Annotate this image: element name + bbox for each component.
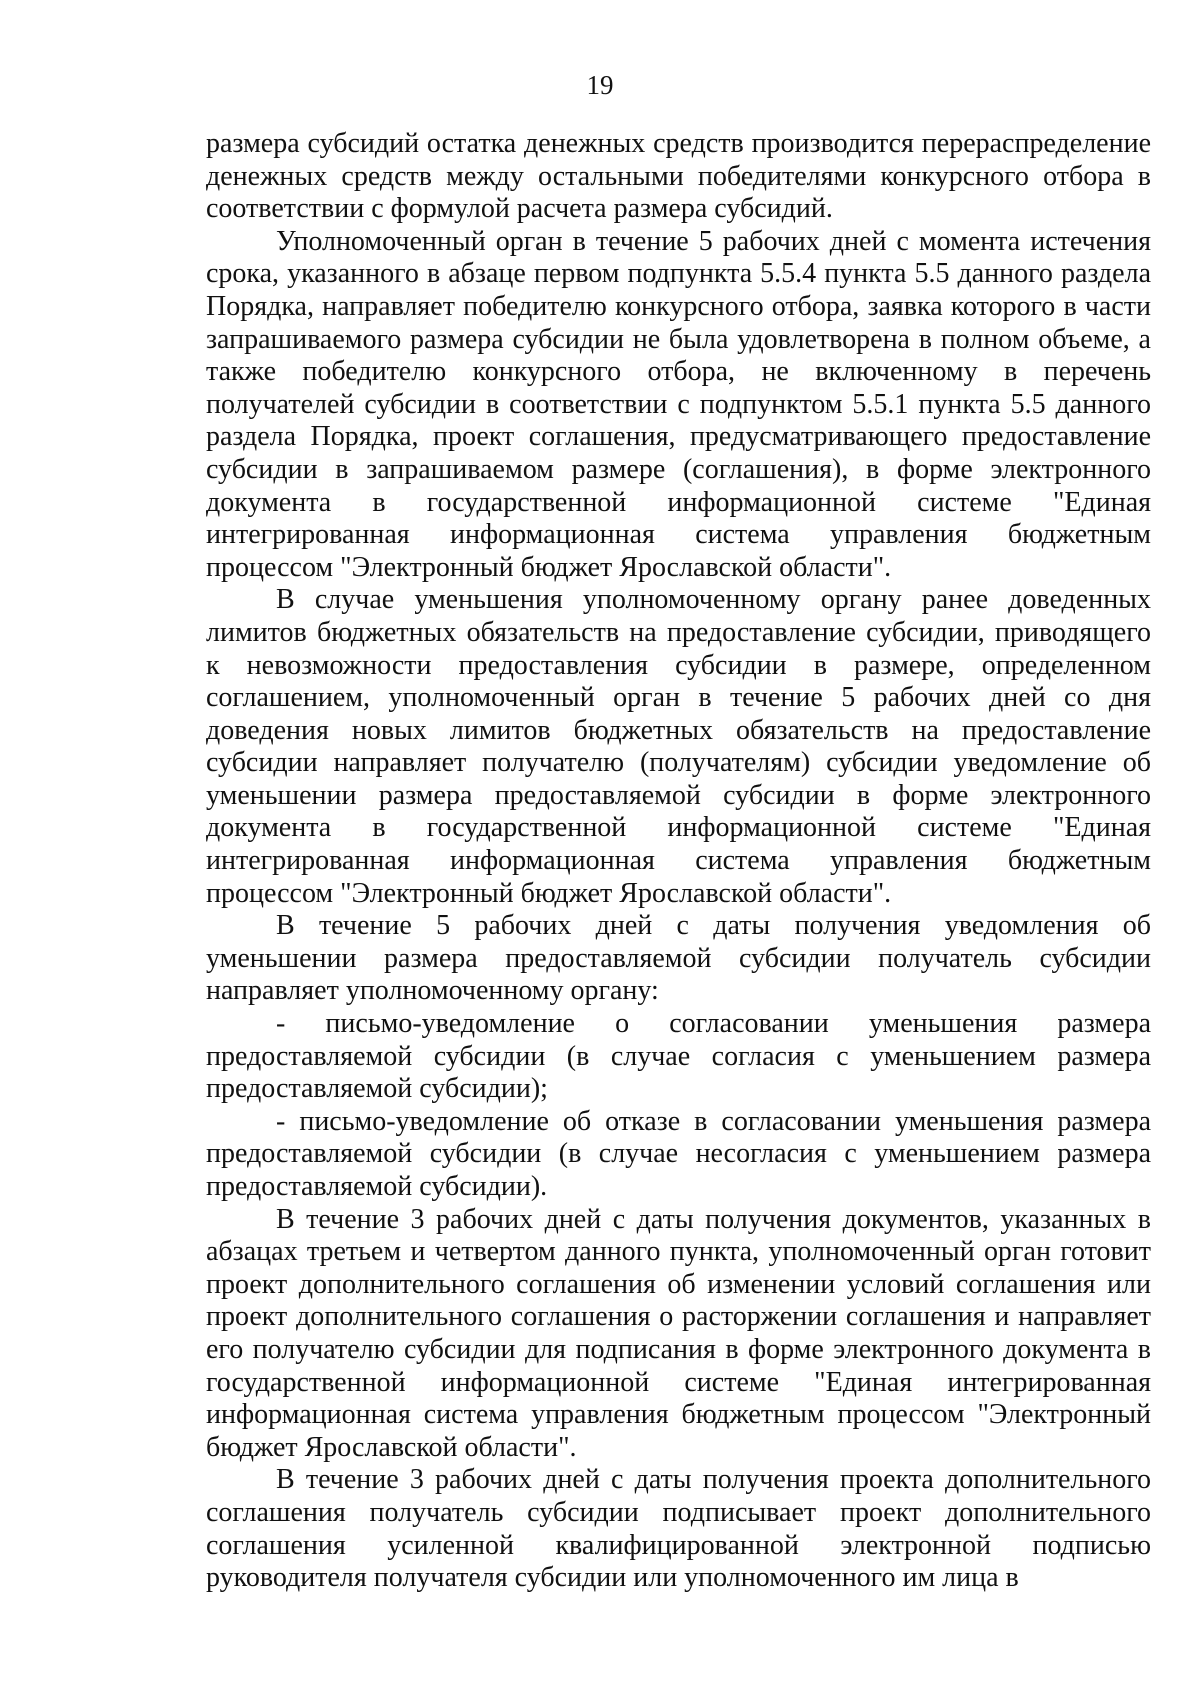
document-body bbox=[206, 128, 1151, 1595]
paragraph-additional-agreement-signing: В течение 3 рабочих дней с даты получения проекта дополнительного соглашения получатель субсидии подписывает проект дополнительного соглашения усиленной квалифицированной электронной подписью руководителя получателя субсидии или уполномоченного им лица в bbox=[206, 1464, 1151, 1594]
paragraph-additional-agreement-draft: В течение 3 рабочих дней с даты получения документов, указанных в абзацах третьем и четвертом данного пункта, уполномоченный орган готовит проект дополнительного соглашения об изменении условий соглашения или проект дополнительного соглашения о расторжении соглашения и направляет его получателю субсидии для подписания в форме электронного документа в государственной информационной системе "Единая интегрированная информационная система управления бюджетным процессом "Электронный бюджет Ярославской области". bbox=[206, 1203, 1151, 1463]
page-number: 19 bbox=[586, 70, 614, 100]
paragraph-recipient-response: В течение 5 рабочих дней с даты получения уведомления об уменьшении размера предоставляемой субсидии получатель субсидии направляет уполномоченному органу: bbox=[206, 910, 1151, 1007]
list-item-consent-letter: - письмо-уведомление о согласовании уменьшения размера предоставляемой субсидии (в случае согласия с уменьшением размера предоставляемой субсидии); bbox=[206, 1008, 1151, 1105]
paragraph-continuation: размера субсидий остатка денежных средств производится перераспределение денежных средств между остальными победителями конкурсного отбора в соответствии с формулой расчета размера субсидий. bbox=[206, 128, 1151, 225]
paragraph-authorized-body-agreement: Уполномоченный орган в течение 5 рабочих дней с момента истечения срока, указанного в абзаце первом подпункта 5.5.4 пункта 5.5 данного раздела Порядка, направляет победителю конкурсного отбора, заявка которого в части запрашиваемого размера субсидии не была удовлетворена в полном объеме, а также победителю конкурсного отбора, не включенному в перечень получателей субсидии в соответствии с подпунктом 5.5.1 пункта 5.5 данного раздела Порядка, проект соглашения, предусматривающего предоставление субсидии в запрашиваемом размере (соглашения), в форме электронного документа в государственной информационной системе "Единая интегрированная информационная система управления бюджетным процессом "Электронный бюджет Ярославской области". bbox=[206, 225, 1151, 583]
paragraph-limits-reduction: В случае уменьшения уполномоченному органу ранее доведенных лимитов бюджетных обязательств на предоставление субсидии, приводящего к невозможности предоставления субсидии в размере, определенном соглашением, уполномоченный орган в течение 5 рабочих дней со дня доведения новых лимитов бюджетных обязательств на предоставление субсидии направляет получателю (получателям) субсидии уведомление об уменьшении размера предоставляемой субсидии в форме электронного документа в государственной информационной системе "Единая интегрированная информационная система управления бюджетным процессом "Электронный бюджет Ярославской области". bbox=[206, 584, 1151, 909]
list-item-refusal-letter: - письмо-уведомление об отказе в согласовании уменьшения размера предоставляемой субсидии (в случае несогласия с уменьшением размера предоставляемой субсидии). bbox=[206, 1105, 1151, 1202]
